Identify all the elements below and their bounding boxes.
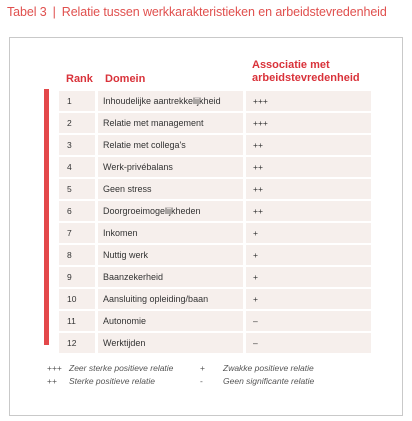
header-association-line1: Associatie met (252, 59, 330, 71)
association-cell: + (246, 223, 371, 243)
association-cell: + (246, 289, 371, 309)
table-row (59, 156, 371, 178)
accent-bar (44, 89, 49, 345)
association-cell: – (246, 311, 371, 331)
header-rank: Rank (66, 73, 93, 85)
legend-symbol: + (200, 363, 205, 373)
table-row (59, 90, 371, 112)
table-row (59, 112, 371, 134)
association-cell: ++ (246, 201, 371, 221)
domain-cell: Relatie met collega's (98, 135, 243, 155)
domain-cell: Relatie met management (98, 113, 243, 133)
rank-cell: 8 (59, 245, 95, 265)
caption-separator: | (52, 5, 56, 19)
domain-cell: Geen stress (98, 179, 243, 199)
association-cell: + (246, 267, 371, 287)
legend-text: Sterke positieve relatie (69, 376, 155, 386)
domain-cell: Aansluiting opleiding/baan (98, 289, 243, 309)
legend-symbol: +++ (47, 363, 62, 373)
association-cell: +++ (246, 91, 371, 111)
legend-symbol: - (200, 376, 203, 386)
domain-cell: Doorgroeimogelijkheden (98, 201, 243, 221)
table-row (59, 222, 371, 244)
table-row (59, 266, 371, 288)
domain-cell: Inkomen (98, 223, 243, 243)
rank-cell: 1 (59, 91, 95, 111)
rank-cell: 4 (59, 157, 95, 177)
domain-cell: Baanzekerheid (98, 267, 243, 287)
legend-item (200, 376, 314, 386)
association-cell: ++ (246, 135, 371, 155)
header-association-line2: arbeidstevredenheid (252, 72, 360, 84)
table-row (59, 310, 371, 332)
association-cell: + (246, 245, 371, 265)
rank-cell: 9 (59, 267, 95, 287)
table-body (59, 90, 371, 354)
rank-cell: 7 (59, 223, 95, 243)
table-row (59, 134, 371, 156)
legend-symbol: ++ (47, 376, 57, 386)
table-row (59, 178, 371, 200)
rank-cell: 6 (59, 201, 95, 221)
header-association (252, 59, 360, 85)
association-cell: ++ (246, 179, 371, 199)
table-row (59, 332, 371, 354)
domain-cell: Werk-privébalans (98, 157, 243, 177)
rank-cell: 12 (59, 333, 95, 353)
association-cell: ++ (246, 157, 371, 177)
rank-cell: 3 (59, 135, 95, 155)
caption-label: Tabel 3 (7, 5, 47, 19)
legend-item (200, 363, 314, 373)
table-caption (7, 5, 387, 19)
table-row (59, 244, 371, 266)
domain-cell: Autonomie (98, 311, 243, 331)
association-cell: – (246, 333, 371, 353)
rank-cell: 2 (59, 113, 95, 133)
caption-title: Relatie tussen werkkarakteristieken en arbeidstevredenheid (61, 5, 387, 19)
legend-text: Zwakke positieve relatie (223, 363, 314, 373)
domain-cell: Inhoudelijke aantrekkelijkheid (98, 91, 243, 111)
legend-text: Geen significante relatie (223, 376, 315, 386)
association-cell: +++ (246, 113, 371, 133)
table-row (59, 200, 371, 222)
domain-cell: Nuttig werk (98, 245, 243, 265)
legend-text: Zeer sterke positieve relatie (69, 363, 174, 373)
header-domain: Domein (105, 73, 146, 85)
domain-cell: Werktijden (98, 333, 243, 353)
legend-item (47, 363, 173, 373)
rank-cell: 11 (59, 311, 95, 331)
rank-cell: 10 (59, 289, 95, 309)
table-row (59, 288, 371, 310)
legend-item (47, 376, 155, 386)
rank-cell: 5 (59, 179, 95, 199)
